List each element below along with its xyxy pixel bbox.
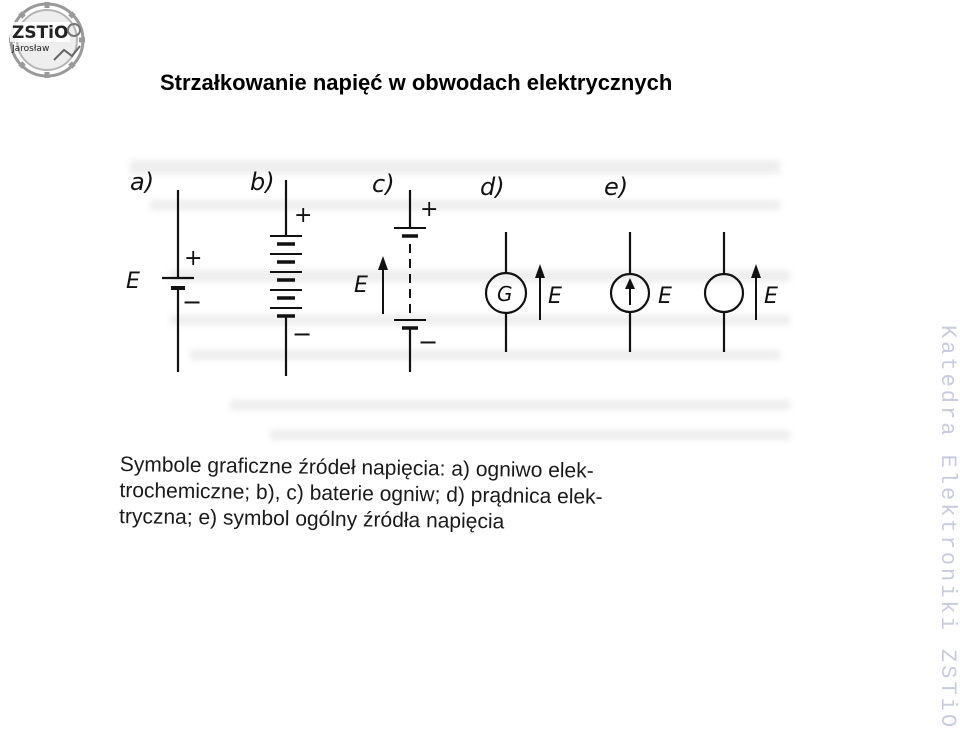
label-c-minus: − [418, 328, 439, 356]
figure-caption [119, 452, 770, 539]
symbol-d-generator [480, 173, 562, 352]
label-a-plus: + [184, 246, 203, 271]
label-c-E: E [354, 273, 368, 298]
school-logo [2, 0, 92, 80]
label-d-G: G [497, 282, 513, 306]
caption-line-2: trochemiczne; b), c) baterie ogniw; d) prądnica elek- [119, 478, 603, 509]
label-a-minus: − [182, 288, 203, 316]
label-b-plus: + [294, 203, 313, 228]
label-e1-E: E [658, 284, 672, 309]
label-b: b) [250, 168, 275, 196]
logo-text-top: ZSTiO [12, 23, 69, 43]
label-e2-E: E [764, 284, 778, 309]
label-c: c) [372, 170, 395, 198]
logo-text-bottom: Jarosław [12, 44, 50, 54]
caption-line-3: tryczna; e) symbol ogólny źródła napięcia [118, 504, 505, 534]
label-b-minus: − [292, 320, 313, 348]
page-title: Strzałkowanie napięć w obwodach elektrycznych [160, 70, 673, 95]
caption-line-1: Symbole graficzne źródeł napięcia: a) ogniwo elek- [119, 452, 594, 483]
label-e: e) [604, 173, 629, 201]
symbol-a-cell [126, 168, 202, 372]
label-a: a) [130, 168, 155, 196]
side-watermark-label: Katedra Elektroniki ZSTiO [935, 325, 960, 730]
symbol-c-battery-arrow [354, 170, 438, 372]
label-d: d) [480, 173, 505, 201]
symbol-b-battery [250, 168, 312, 376]
label-c-plus: + [420, 197, 439, 222]
symbol-e-general-source [604, 173, 778, 352]
label-a-E: E [126, 269, 140, 294]
label-d-E: E [548, 284, 562, 309]
